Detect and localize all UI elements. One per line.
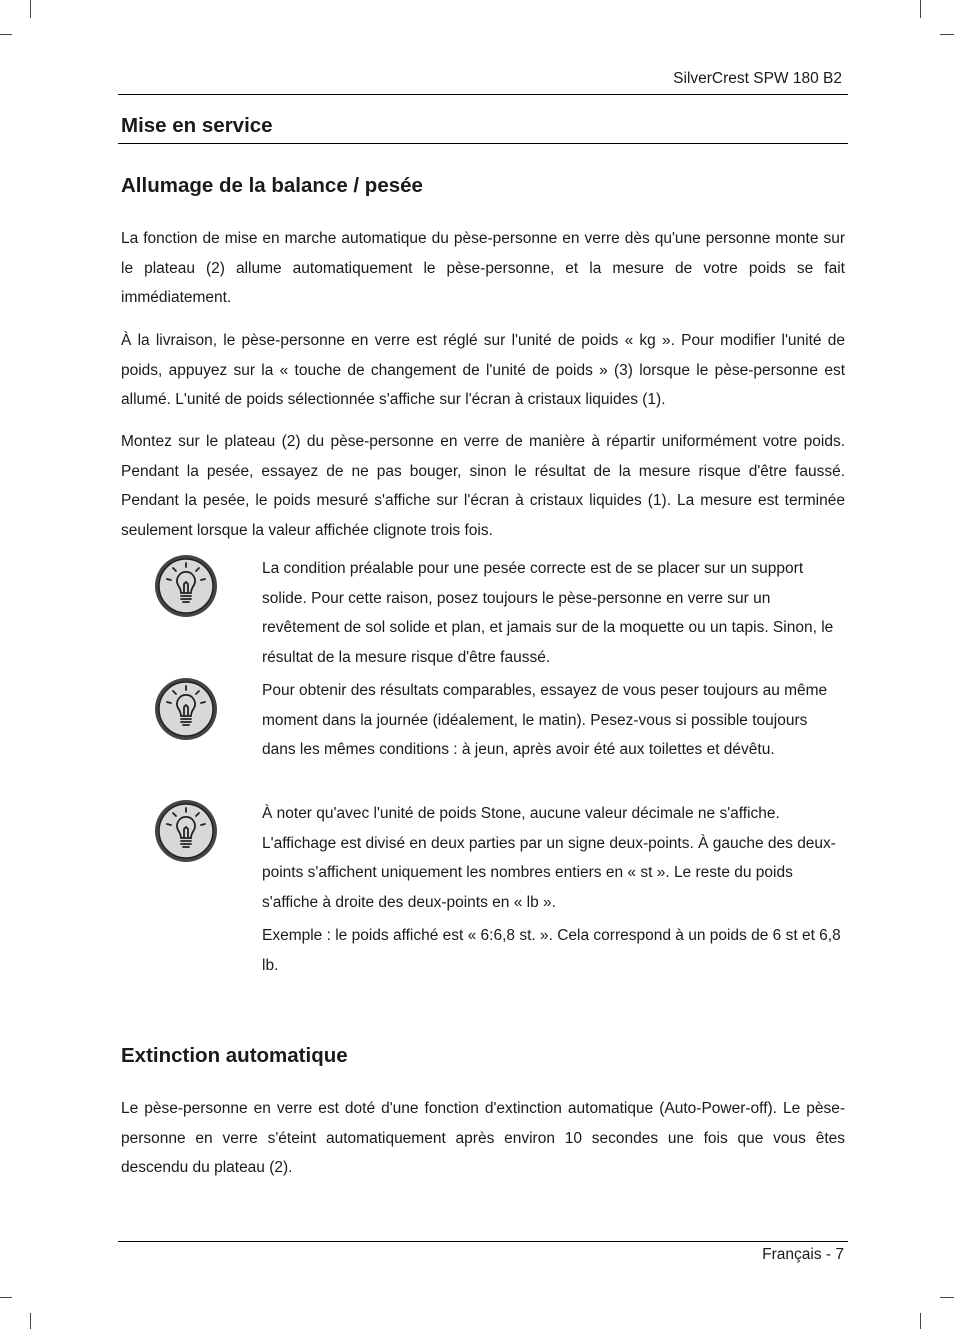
crop-mark: [920, 1313, 921, 1329]
subsection-title-allumage: Allumage de la balance / pesée: [121, 174, 423, 197]
header-product: SilverCrest SPW 180 B2: [673, 70, 842, 87]
paragraph: À la livraison, le pèse-personne en verre est réglé sur l'unité de poids « kg ». Pour modifier l'unité de poids, appuyez sur la « touche de changement de l'unité de poids » (3) lorsque le pèse-personne est allumé. L'unité de poids sélectionnée s'affiche sur l'écran à cristaux liquides (1).: [121, 332, 845, 409]
crop-mark: [0, 1297, 12, 1298]
paragraph: La fonction de mise en marche automatique du pèse-personne en verre dès qu'une personne monte sur le plateau (2) allume automatiquement le pèse-personne, et la mesure de votre poids se fait immédiatement.: [121, 230, 845, 307]
lightbulb-icon: [153, 553, 219, 619]
crop-mark: [940, 1297, 954, 1298]
crop-mark: [920, 0, 921, 18]
crop-mark: [0, 34, 12, 35]
note-text: La condition préalable pour une pesée correcte est de se placer sur un support solide. Pour cette raison, posez toujours le pèse-personne en verre sur un revêtement de sol solide et plan, et jamais sur de la moquette ou un tapis. Sinon, le résultat de la mesure risque d'être faussé.: [262, 560, 834, 666]
paragraph: Montez sur le plateau (2) du pèse-personne en verre de manière à répartir uniformément votre poids. Pendant la pesée, essayez de ne pas bouger, sinon le résultat de la mesure risque d'être faussé. Pendant la pesée, le poids mesuré s'affiche sur l'écran à cristaux liquides (1). La mesure est terminée seulement lorsque la valeur affichée clignote trois fois.: [121, 433, 845, 539]
note-text: Pour obtenir des résultats comparables, essayez de vous peser toujours au même moment dans la journée (idéalement, le matin). Pesez-vous si possible toujours dans les mêmes conditions : à jeun, après avoir été aux toilettes et dévêtu.: [262, 682, 828, 759]
crop-mark: [30, 1313, 31, 1329]
section-rule: [118, 143, 848, 144]
paragraph: Le pèse-personne en verre est doté d'une fonction d'extinction automatique (Auto-Power-off). Le pèse-personne en verre s'éteint automatiquement après environ 10 secondes une fois que vous êtes descendu du plateau (2).: [121, 1100, 845, 1177]
footer-rule: [118, 1241, 848, 1242]
lightbulb-icon: [153, 798, 219, 864]
note-text: À noter qu'avec l'unité de poids Stone, aucune valeur décimale ne s'affiche. L'affichage est divisé en deux parties par un signe deux-points. À gauche des deux-points s'affichent uniquement les nombres entiers en « st ». Le reste du poids s'affiche à droite des deux-points en « lb ».: [262, 805, 836, 911]
crop-mark: [940, 34, 954, 35]
lightbulb-icon: [153, 676, 219, 742]
crop-mark: [30, 0, 31, 18]
note-example: Exemple : le poids affiché est « 6:6,8 st. ». Cela correspond à un poids de 6 st et 6,8 lb.: [262, 927, 841, 974]
section-title: Mise en service: [121, 114, 273, 137]
header-rule: [118, 94, 848, 95]
footer-page-number: Français - 7: [762, 1246, 844, 1263]
subsection-title-extinction: Extinction automatique: [121, 1044, 348, 1067]
